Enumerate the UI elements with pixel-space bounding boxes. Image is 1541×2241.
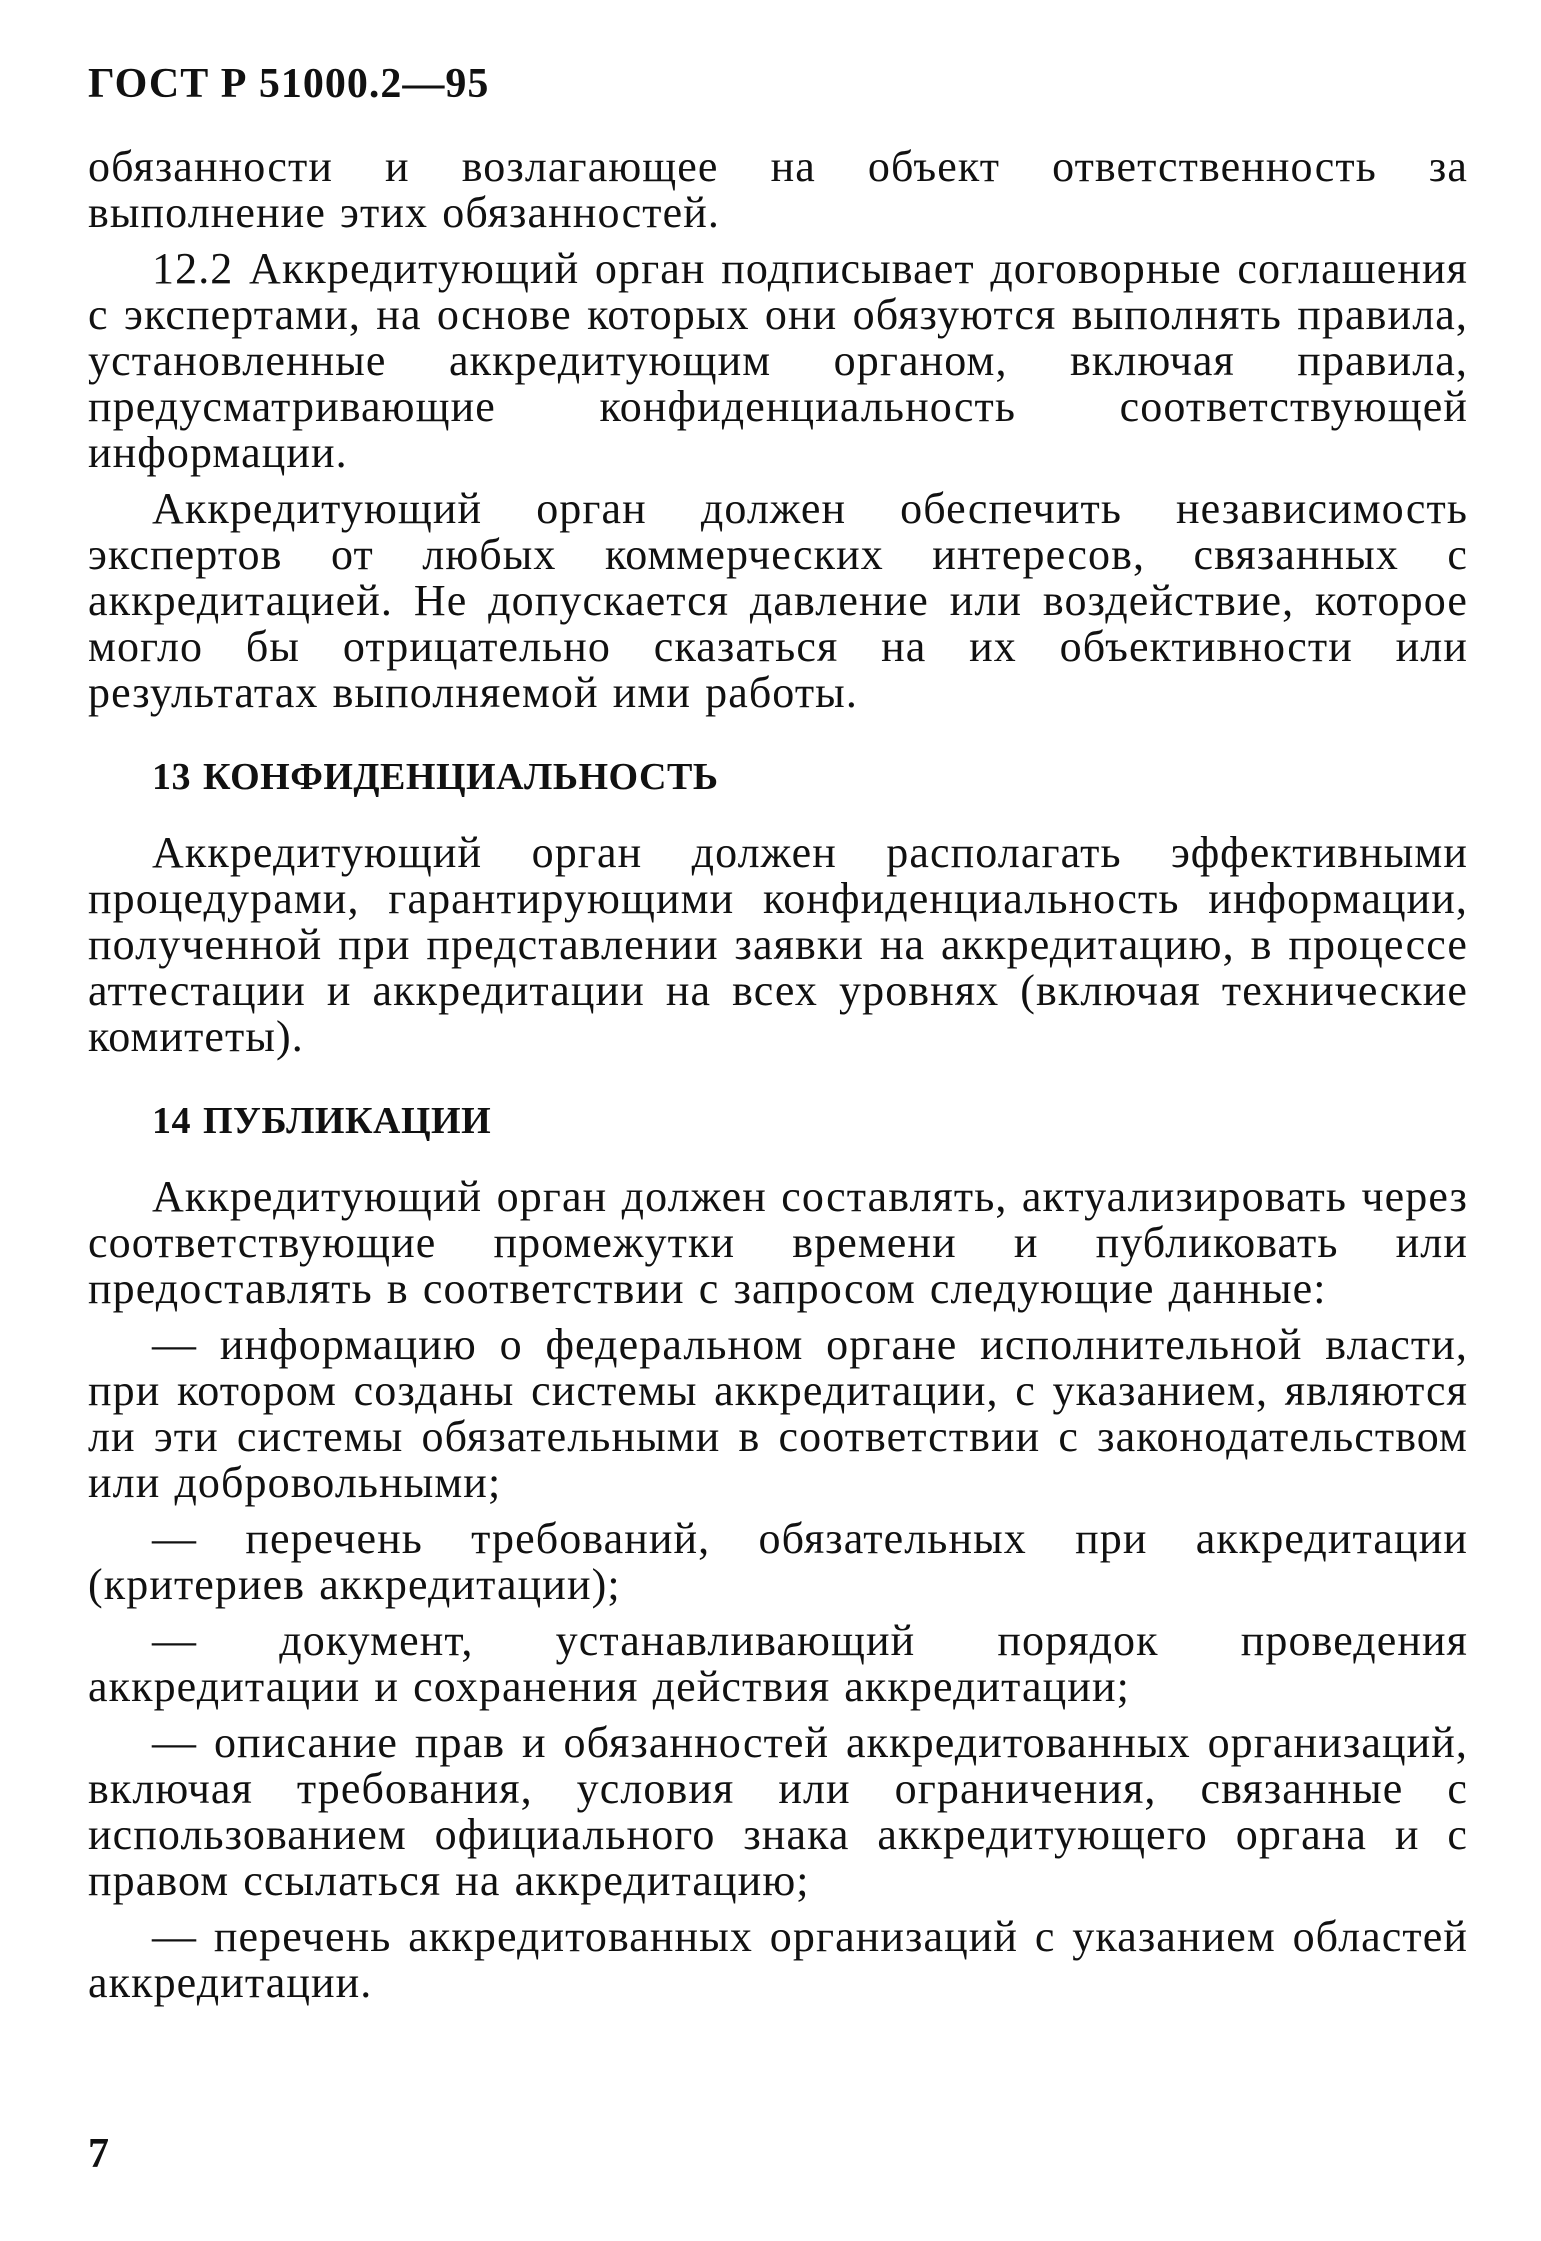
section-13-title: 13 КОНФИДЕНЦИАЛЬНОСТЬ bbox=[152, 756, 719, 798]
list-item: — перечень требований, обязательных при аккредитации (критериев аккредитации); bbox=[88, 1514, 1468, 1609]
section-14-intro: Аккредитующий орган должен составлять, актуализировать через соответствующие промежутки времени и публиковать или предоставлять в соответствии с запросом следующие данные: bbox=[88, 1172, 1468, 1313]
list-item: — информацию о федеральном органе исполнительной власти, при котором созданы системы аккредитации, с указанием, являются ли эти системы обязательными в соответствии с законодательством или добровольными; bbox=[88, 1320, 1468, 1507]
paragraph-continuation: обязанности и возлагающее на объект ответственность за выполнение этих обязанностей. bbox=[88, 142, 1468, 237]
document-page bbox=[88, 60, 1468, 2016]
paragraph-12-2: 12.2 Аккредитующий орган подписывает договорные соглашения с экспертами, на основе которых они обязуются выполнять правила, установленные аккредитующим органом, включая правила, предусматривающие конфиденциальность соответствующей информации. bbox=[88, 244, 1468, 477]
paragraph-experts-independence: Аккредитующий орган должен обеспечить независимость экспертов от любых коммерческих интересов, связанных с аккредитацией. Не допускается давление или воздействие, которое могло бы отрицательно сказаться на их объективности или результатах выполняемой ими работы. bbox=[88, 484, 1468, 717]
list-item: — перечень аккредитованных организаций с указанием областей аккредитации. bbox=[88, 1912, 1468, 2007]
section-13-text: Аккредитующий орган должен располагать эффективными процедурами, гарантирующими конфиденциальность информации, полученной при представлении заявки на аккредитацию, в процессе аттестации и аккредитации на всех уровнях (включая технические комитеты). bbox=[88, 828, 1468, 1061]
document-header: ГОСТ Р 51000.2—95 bbox=[88, 61, 490, 107]
page-number: 7 bbox=[88, 2131, 109, 2177]
document-body bbox=[88, 144, 1468, 2006]
section-14-title: 14 ПУБЛИКАЦИИ bbox=[152, 1100, 492, 1142]
list-item: — документ, устанавливающий порядок проведения аккредитации и сохранения действия аккредитации; bbox=[88, 1616, 1468, 1711]
list-item: — описание прав и обязанностей аккредитованных организаций, включая требования, условия или ограничения, связанные с использованием официального знака аккредитующего органа и с правом ссылаться на аккредитацию; bbox=[88, 1718, 1468, 1905]
